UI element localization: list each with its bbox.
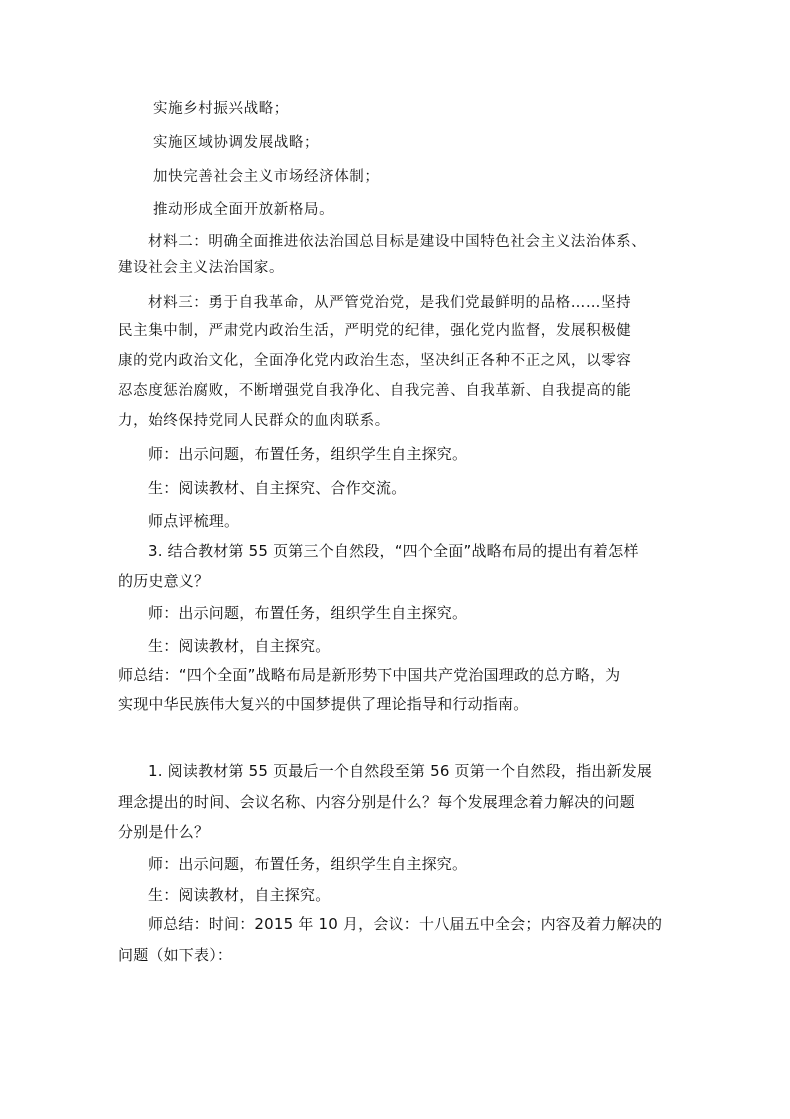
text-line: 材料二：明确全面推进依法治国总目标是建设中国特色社会主义法治体系、 [148,234,647,250]
text-line: 加快完善社会主义市场经济体制； [153,169,380,185]
text-line: 力，始终保持党同人民群众的血肉联系。 [118,413,390,429]
text-line: 实施乡村振兴战略； [153,101,289,117]
text-line: 生：阅读教材，自主探究。 [148,886,331,904]
text-line: 师点评梳理。 [148,512,240,530]
text-line: 师总结：时间：2015 年 10 月，会议：十八届五中全会；内容及着力解决的 [148,915,663,933]
section-heading [148,727,162,747]
text-line: 问题（如下表）： [118,946,233,964]
text-line: 理念提出的时间、会议名称、内容分别是什么？每个发展理念着力解决的问题 [118,793,635,811]
text-line: 的历史意义？ [118,572,210,590]
text-line: 师：出示问题，布置任务，组织学生自主探究。 [148,604,468,622]
text-line: 师：出示问题，布置任务，组织学生自主探究。 [148,445,468,463]
text-line: 忍态度惩治腐败，不断增强党自我净化、自我完善、自我革新、自我提高的能 [118,383,632,399]
text-line: 生：阅读教材、自主探究、合作交流。 [148,479,407,497]
text-line: 实现中华民族伟大复兴的中国梦提供了理论指导和行动指南。 [118,695,529,713]
text-line: 师：出示问题，布置任务，组织学生自主探究。 [148,855,468,873]
text-line: 材料三：勇于自我革命，从严管党治党，是我们党最鲜明的品格……坚持 [148,295,632,311]
text-line: 生：阅读教材，自主探究。 [148,637,331,655]
text-line: 推动形成全面开放新格局。 [153,202,335,218]
text-line: 师总结：“四个全面”战略布局是新形势下中国共产党治国理政的总方略，为 [118,666,621,684]
text-line: 分别是什么？ [118,823,210,841]
text-line: 1. 阅读教材第 55 页最后一个自然段至第 56 页第一个自然段，指出新发展 [148,762,653,780]
text-line: 建设社会主义法治国家。 [118,260,285,276]
text-line: 康的党内政治文化，全面净化党内政治生态，坚决纠正各种不正之风，以零容 [118,353,632,369]
text-line: 3. 结合教材第 55 页第三个自然段，“四个全面”战略布局的提出有着怎样 [148,542,639,560]
text-line: 实施区域协调发展战略； [153,135,320,151]
text-line: 民主集中制，严肃党内政治生活，严明党的纪律，强化党内监督，发展积极健 [118,323,632,339]
